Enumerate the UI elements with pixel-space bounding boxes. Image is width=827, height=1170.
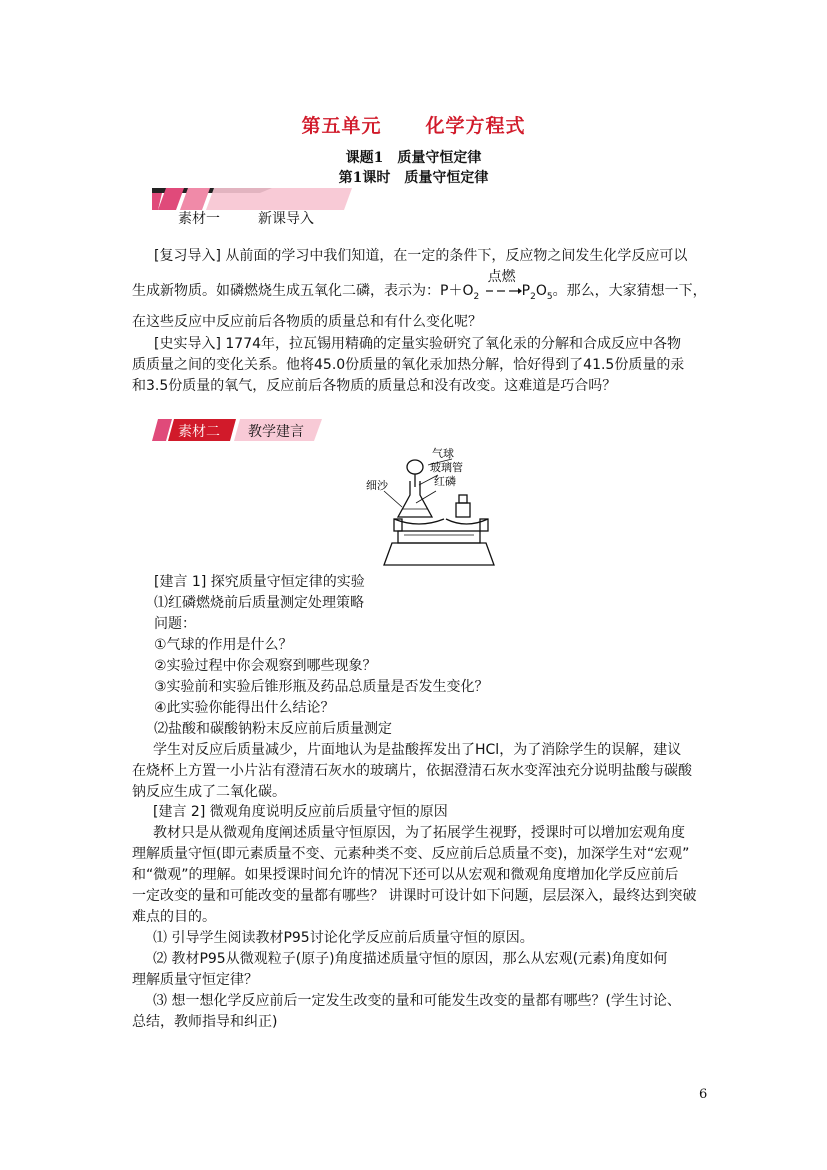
unit-label: 第五单元 <box>301 115 382 137</box>
unit-name: 化学方程式 <box>425 115 526 137</box>
label-red-phosphorus: 红磷 <box>434 475 456 488</box>
section2-line: ⑴红磷燃烧前后质量测定处理策略 <box>154 594 364 611</box>
intro-review-line3: 在这些反应中反应前后各物质的质量总和有什么变化呢？ <box>132 314 482 330</box>
section-name-2: 教学建言 <box>248 424 304 440</box>
section2-line: 理解质量守恒(即元素质量不变、元素种类不变、反应前后总质量不变)，加深学生对“宏观” <box>132 846 690 863</box>
section2-line: 问题： <box>154 615 196 632</box>
section2-line: 教材只是从微观角度阐述质量守恒原因，为了拓展学生视野，授课时可以增加宏观角度 <box>153 825 685 842</box>
equation-suffix: 。那么，大家猜想一下， <box>552 283 707 299</box>
section-name-1: 新课导入 <box>258 211 314 227</box>
section2-line: ③实验前和实验后锥形瓶及药品总质量是否发生变化？ <box>154 678 489 695</box>
section-banner-1 <box>152 188 352 227</box>
section2-line: 一定改变的量和可能改变的量都有哪些？ 讲课时可设计如下问题，层层深入，最终达到突破 <box>132 888 697 905</box>
section2-line: ①气球的作用是什么？ <box>154 636 293 653</box>
label-glass-tube: 玻璃管 <box>430 461 463 474</box>
intro-history-line2: 质质量之间的变化关系。他将45.0份质量的氧化汞加热分解，恰好得到了41.5份质量的汞 <box>132 357 685 373</box>
section2-line: ②实验过程中你会观察到哪些现象？ <box>154 657 377 674</box>
section2-line: 在烧杯上方置一小片沾有澄清石灰水的玻璃片，依据澄清石灰水变浑浊充分说明盐酸与碳酸 <box>132 762 692 779</box>
equation-product-p: P <box>521 283 531 299</box>
section2-line: 总结，教师指导和纠正) <box>132 1013 278 1030</box>
section-tag-1: 素材一 <box>178 211 220 227</box>
section-tag-2: 素材二 <box>178 424 220 440</box>
equation-o2-sub: 2 <box>473 291 480 302</box>
section2-line: 和“微观”的理解。如果授课时间允许的情况下还可以从宏观和微观角度增加化学反应前后 <box>132 867 679 884</box>
page-number: 6 <box>699 1087 708 1102</box>
intro-history-line3: 和3.5份质量的氧气，反应前后各物质的质量总和没有改变。这难道是巧合吗？ <box>132 378 617 394</box>
arrow-condition: 点燃 <box>487 269 516 285</box>
arrow-icon <box>484 286 522 296</box>
section2-line: ⑶ 想一想化学反应前后一定发生改变的量和可能发生改变的量都有哪些？(学生讨论、 <box>153 993 681 1009</box>
lesson-title: 课题1 质量守恒定律 <box>345 150 482 166</box>
section2-line: ⑵盐酸和碳酸钠粉末反应前后质量测定 <box>154 720 392 737</box>
section2-line: 理解质量守恒定律？ <box>132 972 258 989</box>
intro-review-line2 <box>132 269 707 307</box>
section2-line: 难点的目的。 <box>132 909 216 926</box>
section2-line: ④此实验你能得出什么结论？ <box>154 699 335 716</box>
section2-line: [建言 2] 微观角度说明反应前后质量守恒的原因 <box>153 804 448 821</box>
equation-p2-sub: 2 <box>530 291 536 302</box>
section-banner-2 <box>152 419 322 441</box>
label-balloon: 气球 <box>432 447 454 460</box>
banner-stripes-icon <box>152 188 352 210</box>
equation-prefix: 生成新物质。如磷燃烧生成五氧化二磷，表示为：P＋O <box>132 283 474 299</box>
intro-history-line1: [史实导入] 1774年，拉瓦锡用精确的定量实验研究了氧化汞的分解和合成反应中各物 <box>154 336 682 352</box>
period-title: 第1课时 质量守恒定律 <box>338 170 489 186</box>
reaction-arrow <box>484 269 522 301</box>
section2-line: ⑴ 引导学生阅读教材P95讨论化学反应前后质量守恒的原因。 <box>153 930 534 947</box>
label-fine-sand: 细沙 <box>366 479 388 492</box>
section2-line: 钠反应生成了二氧化碳。 <box>132 783 286 800</box>
equation-product-o: O <box>535 283 547 299</box>
balance-experiment-figure <box>364 447 514 567</box>
unit-title <box>0 111 827 138</box>
section2-line: [建言 1] 探究质量守恒定律的实验 <box>154 574 365 590</box>
intro-review-line1: [复习导入] 从前面的学习中我们知道，在一定的条件下，反应物之间发生化学反应可以 <box>154 248 688 264</box>
section2-line: 学生对反应后质量减少，片面地认为是盐酸挥发出了HCl，为了消除学生的误解，建议 <box>153 741 682 758</box>
equation-o5-sub: 5 <box>546 291 553 302</box>
section2-line: ⑵ 教材P95从微观粒子(原子)角度描述质量守恒的原因，那么从宏观(元素)角度如何 <box>153 951 668 968</box>
